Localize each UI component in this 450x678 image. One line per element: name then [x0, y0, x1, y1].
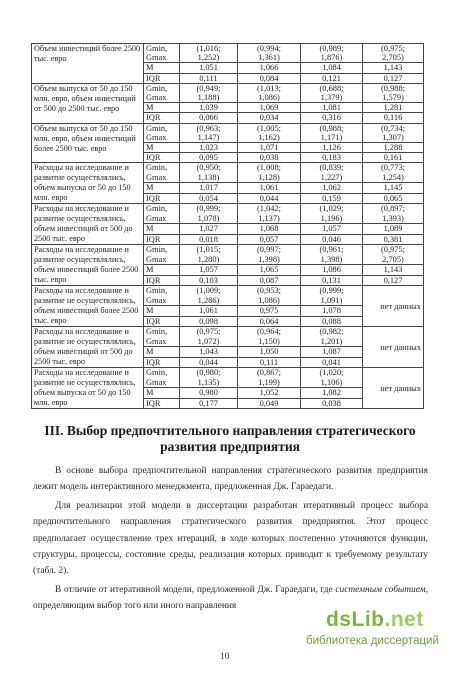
iqr-cell: 0,057 — [238, 234, 301, 245]
stat-label-gmax: Gmax — [146, 213, 167, 223]
row-description: Расходы на исследование и развитие не осуществлялись, объем инвестиций более 2500 тыс. евро — [32, 286, 144, 327]
stat-label-gmax: Gmax — [146, 254, 167, 264]
minmax-cell — [301, 163, 363, 183]
median-cell: 1,126 — [301, 143, 363, 153]
watermark-subtitle: библиотека диссертаций — [306, 635, 439, 647]
stat-label-gmin-gmax — [144, 83, 180, 102]
minmax-cell — [238, 286, 301, 306]
minmax-min: (0,867; — [257, 368, 281, 378]
stat-label-gmin: Gmin, — [146, 368, 168, 378]
minmax-cell — [363, 204, 424, 224]
minmax-cell — [180, 286, 238, 306]
minmax-min: (0,897; — [381, 204, 405, 214]
minmax-cell — [180, 327, 238, 347]
minmax-min: (0,964; — [257, 327, 281, 337]
minmax-cell — [301, 286, 363, 306]
median-cell: 1,071 — [238, 143, 301, 153]
minmax-cell — [238, 83, 301, 102]
median-cell: 1,086 — [301, 265, 363, 276]
row-description: Расходы на исследование и развитие не осуществлялись, объем инвестиций от 500 до 2500 тыс. евро — [32, 327, 144, 368]
minmax-max: 1,579) — [382, 93, 404, 103]
minmax-cell — [363, 163, 424, 183]
iqr-cell: 0,127 — [363, 275, 424, 286]
minmax-cell — [301, 245, 363, 265]
minmax-min: (1,013; — [257, 83, 281, 93]
iqr-cell: 0,316 — [301, 113, 363, 123]
no-data-cell: нет данных — [363, 286, 424, 327]
iqr-cell: 0,088 — [301, 316, 363, 327]
table-row — [32, 123, 424, 142]
row-description: Расходы на исследование и развитие осуществлялись, объем выпуска от 50 до 150 млн. евро — [32, 163, 144, 204]
stat-label-m: M — [144, 388, 180, 399]
stat-label-gmin-gmax — [144, 44, 180, 63]
minmax-min: (1,042; — [257, 204, 281, 214]
iqr-cell: 0,044 — [238, 193, 301, 204]
median-cell: 1,081 — [301, 103, 363, 113]
minmax-cell — [363, 44, 424, 63]
median-cell: 1,057 — [301, 224, 363, 235]
iqr-cell: 0,041 — [301, 357, 363, 368]
minmax-min: (0,961; — [319, 245, 344, 255]
minmax-cell — [238, 123, 301, 142]
minmax-cell — [238, 368, 301, 388]
stat-label-gmin-gmax — [144, 368, 180, 388]
minmax-cell — [180, 44, 238, 63]
row-description: Объем выпуска от 50 до 150 млн. евро, объем инвестиций от 500 до 2500 тыс. евро — [32, 83, 144, 123]
watermark-logo-name: dsLib — [326, 608, 385, 631]
minmax-cell — [180, 204, 238, 224]
iqr-cell: 0,177 — [180, 398, 238, 409]
minmax-max: 1,162) — [258, 132, 280, 142]
minmax-max: 1,106) — [320, 377, 343, 387]
iqr-cell: 0,095 — [180, 153, 238, 163]
minmax-min: (0,975; — [381, 44, 405, 53]
paragraph-2 — [33, 498, 428, 579]
minmax-min: (1,009; — [196, 286, 221, 296]
stat-label-gmin-gmax — [144, 163, 180, 183]
minmax-min: (0,989; — [319, 44, 344, 53]
minmax-max: 1,393) — [382, 213, 404, 223]
median-cell: 1,143 — [363, 63, 424, 73]
minmax-min: (1,020; — [319, 368, 344, 378]
minmax-cell — [238, 163, 301, 183]
row-description: Объем выпуска от 50 до 150 млн. евро, объем инвестиций более 2500 тыс. евро — [32, 123, 144, 163]
minmax-cell — [180, 245, 238, 265]
minmax-cell — [301, 83, 363, 102]
stat-label-gmax: Gmax — [146, 336, 167, 346]
iqr-cell: 0,034 — [238, 113, 301, 123]
iqr-cell: 0,044 — [180, 357, 238, 368]
stat-label-iqr: IQR — [144, 275, 180, 286]
median-cell: 1,078 — [301, 306, 363, 317]
minmax-cell — [301, 327, 363, 347]
paragraph-1-text: В основе выбора предпочтительной направления стратегического развития предприятия лежит модель интерактивного менеджмента, предложенная Дж. Гараедаги. — [33, 466, 428, 493]
statistics-table — [31, 43, 424, 409]
paragraph-3-text-start: В отличие от итеративной модели, предложенной Дж. Гараедаги, где — [55, 585, 336, 595]
median-cell: 1,069 — [238, 103, 301, 113]
iqr-cell: 0,116 — [363, 113, 424, 123]
minmax-min: (0,999; — [196, 204, 221, 214]
minmax-max: 1,188) — [197, 93, 220, 103]
minmax-min: (0,963; — [196, 123, 221, 133]
iqr-cell: 0,131 — [301, 275, 363, 286]
median-cell: 1,039 — [180, 103, 238, 113]
no-data-cell: нет данных — [363, 368, 424, 409]
minmax-cell — [180, 163, 238, 183]
row-description: Расходы на исследование и развитие не осуществлялись, объем выпуска от 50 до 150 млн. евро — [32, 368, 144, 409]
iqr-cell: 0,065 — [363, 193, 424, 204]
paragraph-1 — [33, 463, 428, 496]
table-row — [32, 368, 424, 388]
minmax-min: (0,975; — [196, 327, 221, 337]
minmax-cell — [301, 44, 363, 63]
stat-label-gmax: Gmax — [146, 93, 167, 103]
iqr-cell: 0,066 — [180, 113, 238, 123]
iqr-cell: 0,111 — [180, 73, 238, 83]
minmax-max: 1,091) — [320, 295, 343, 305]
stat-label-m: M — [144, 347, 180, 358]
watermark-logo-tld: .net — [384, 608, 424, 631]
stat-label-gmax: Gmax — [146, 377, 167, 387]
stat-label-gmin: Gmin, — [146, 44, 168, 53]
minmax-cell — [363, 123, 424, 142]
watermark — [300, 608, 448, 668]
minmax-cell — [180, 83, 238, 102]
minmax-min: (0,988; — [319, 123, 344, 133]
stat-label-iqr: IQR — [144, 234, 180, 245]
stat-label-m: M — [144, 224, 180, 235]
minmax-max: 1,072) — [197, 336, 220, 346]
table-row — [32, 245, 424, 265]
iqr-cell: 0,159 — [301, 193, 363, 204]
stat-label-iqr: IQR — [144, 398, 180, 409]
iqr-cell: 0,046 — [301, 234, 363, 245]
minmax-max: 1,280) — [197, 254, 220, 264]
minmax-max: 1,086) — [258, 93, 280, 103]
median-cell: 1,281 — [363, 103, 424, 113]
minmax-min: (0,773; — [381, 163, 405, 173]
median-cell: 1,087 — [301, 347, 363, 358]
minmax-max: 1,307) — [382, 132, 404, 142]
minmax-cell — [238, 44, 301, 63]
stat-label-gmin-gmax — [144, 204, 180, 224]
median-cell: 1,051 — [180, 63, 238, 73]
table-row — [32, 204, 424, 224]
minmax-min: (0,839; — [319, 163, 344, 173]
iqr-cell: 0,127 — [363, 73, 424, 83]
table-row — [32, 163, 424, 183]
minmax-max: 1,398) — [320, 254, 343, 264]
iqr-cell: 0,018 — [180, 234, 238, 245]
stat-label-gmin-gmax — [144, 123, 180, 142]
stat-label-m: M — [144, 103, 180, 113]
minmax-min: (1,029; — [319, 204, 344, 214]
paragraph-2-text: Для реализации этой модели в диссертации разработан итеративный процесс выбора предпочтительного направления стратегического развития предприятия. Этот процесс предполагает осуществление трех итераций, в ходе которых постепенно уточняются функции, структуры, процессы, состояние среды, реализация которых приводит к требуемому результату (табл. 2). — [33, 501, 428, 577]
minmax-min: (0,975; — [381, 245, 405, 255]
minmax-max: 1,128) — [258, 172, 280, 182]
iqr-cell: 0,111 — [238, 357, 301, 368]
iqr-cell: 0,087 — [238, 275, 301, 286]
row-description: Объем инвестиций более 2500 тыс. евро — [32, 44, 144, 84]
stat-label-gmin: Gmin, — [146, 245, 168, 255]
median-cell: 1,023 — [180, 143, 238, 153]
minmax-max: 1,078) — [197, 213, 220, 223]
minmax-min: (1,015; — [196, 245, 221, 255]
minmax-max: 1,286) — [197, 295, 220, 305]
stat-label-iqr: IQR — [144, 113, 180, 123]
median-cell: 1,043 — [180, 347, 238, 358]
median-cell: 1,017 — [180, 183, 238, 194]
no-data-cell: нет данных — [363, 327, 424, 368]
table-row — [32, 44, 424, 63]
stat-label-gmin: Gmin, — [146, 163, 168, 173]
stat-label-m: M — [144, 143, 180, 153]
paragraph-3-italic: системным событием — [335, 585, 426, 595]
table-row — [32, 327, 424, 347]
median-cell: 1,062 — [301, 183, 363, 194]
median-cell: 0,980 — [180, 388, 238, 399]
iqr-cell: 0,381 — [363, 234, 424, 245]
stat-label-iqr: IQR — [144, 357, 180, 368]
stat-label-iqr: IQR — [144, 73, 180, 83]
median-cell: 1,068 — [238, 224, 301, 235]
table-row — [32, 83, 424, 102]
iqr-cell: 0,103 — [180, 275, 238, 286]
stat-label-gmin: Gmin, — [146, 327, 168, 337]
minmax-cell — [301, 204, 363, 224]
minmax-min: (1,008; — [257, 163, 281, 173]
iqr-cell: 0,038 — [301, 398, 363, 409]
median-cell: 1,027 — [180, 224, 238, 235]
minmax-max: 1,398) — [258, 254, 280, 264]
minmax-max: 1,254) — [382, 172, 404, 182]
stat-label-m: M — [144, 183, 180, 194]
minmax-max: 1,086) — [258, 295, 280, 305]
minmax-max: 1,135) — [197, 377, 220, 387]
minmax-min: (0,999; — [319, 286, 344, 296]
stat-label-gmin-gmax — [144, 286, 180, 306]
median-cell: 1,089 — [363, 224, 424, 235]
iqr-cell: 0,084 — [238, 73, 301, 83]
minmax-min: (0,994; — [257, 44, 281, 53]
minmax-max: 2,705) — [382, 53, 404, 63]
minmax-max: 1,171) — [320, 132, 343, 142]
page-number: 10 — [220, 652, 230, 662]
stat-label-gmax: Gmax — [146, 295, 167, 305]
minmax-min: (1,005; — [257, 123, 281, 133]
stat-label-gmin: Gmin, — [146, 123, 168, 133]
stat-label-iqr: IQR — [144, 316, 180, 327]
minmax-max: 1,196) — [320, 213, 343, 223]
minmax-min: (0,688; — [319, 83, 344, 93]
iqr-cell: 0,049 — [238, 398, 301, 409]
stat-label-gmin-gmax — [144, 327, 180, 347]
median-cell: 1,145 — [363, 183, 424, 194]
minmax-cell — [238, 327, 301, 347]
iqr-cell: 0,121 — [301, 73, 363, 83]
iqr-cell: 0,038 — [238, 153, 301, 163]
minmax-max: 2,705) — [382, 254, 404, 264]
iqr-cell: 0,161 — [363, 153, 424, 163]
minmax-min: (0,953; — [257, 286, 281, 296]
median-cell: 1,061 — [180, 306, 238, 317]
watermark-logo — [326, 608, 424, 632]
minmax-max: 1,379) — [320, 93, 343, 103]
minmax-cell — [363, 245, 424, 265]
median-cell: 1,288 — [363, 143, 424, 153]
stat-label-m: M — [144, 306, 180, 317]
paragraph-3-text-end: , определяющим выбор того или иного направления — [33, 585, 428, 612]
minmax-max: 1,201) — [320, 336, 343, 346]
median-cell: 1,052 — [238, 388, 301, 399]
stat-label-gmax: Gmax — [146, 132, 167, 142]
minmax-min: (0,997; — [257, 245, 281, 255]
iqr-cell: 0,098 — [180, 316, 238, 327]
stat-label-m: M — [144, 63, 180, 73]
minmax-min: (0,980; — [196, 368, 221, 378]
median-cell: 1,057 — [180, 265, 238, 276]
stat-label-gmax: Gmax — [146, 172, 167, 182]
minmax-max: 1,138) — [197, 172, 220, 182]
median-cell: 1,082 — [301, 388, 363, 399]
minmax-min: (0,950; — [196, 163, 221, 173]
minmax-max: 1,147) — [197, 132, 220, 142]
minmax-cell — [180, 368, 238, 388]
median-cell: 1,143 — [363, 265, 424, 276]
median-cell: 0,975 — [238, 306, 301, 317]
stat-label-iqr: IQR — [144, 193, 180, 204]
table-body — [32, 44, 424, 409]
median-cell: 1,065 — [238, 265, 301, 276]
iqr-cell: 0,183 — [301, 153, 363, 163]
row-description: Расходы на исследование и развитие осуществлялись, объем инвестиций более 2500 тыс. евро — [32, 245, 144, 286]
minmax-cell — [363, 83, 424, 102]
minmax-min: (0,734; — [381, 123, 405, 133]
stat-label-iqr: IQR — [144, 153, 180, 163]
minmax-min: (1,016; — [196, 44, 221, 53]
minmax-cell — [301, 123, 363, 142]
minmax-cell — [301, 368, 363, 388]
stat-label-gmin-gmax — [144, 245, 180, 265]
minmax-max: 1,876) — [320, 53, 343, 63]
minmax-cell — [238, 245, 301, 265]
stat-label-gmin: Gmin, — [146, 204, 168, 214]
minmax-max: 1,150) — [258, 336, 280, 346]
stat-label-gmax: Gmax — [146, 53, 167, 63]
median-cell: 1,084 — [301, 63, 363, 73]
median-cell: 1,066 — [238, 63, 301, 73]
minmax-max: 1,252) — [197, 53, 220, 63]
minmax-max: 1,137) — [258, 213, 280, 223]
minmax-min: (0,988; — [381, 83, 405, 93]
stat-label-m: M — [144, 265, 180, 276]
stat-label-gmin: Gmin, — [146, 286, 168, 296]
iqr-cell: 0,054 — [180, 193, 238, 204]
minmax-cell — [238, 204, 301, 224]
minmax-min: (0,949; — [196, 83, 221, 93]
minmax-cell — [180, 123, 238, 142]
section-heading: III. Выбор предпочтительного направления стратегического развития предприятия — [44, 423, 416, 454]
minmax-max: 1,361) — [258, 53, 280, 63]
minmax-max: 1,199) — [258, 377, 280, 387]
stat-label-gmin: Gmin, — [146, 83, 168, 93]
minmax-min: (0,982; — [319, 327, 344, 337]
table-row — [32, 286, 424, 306]
iqr-cell: 0,064 — [238, 316, 301, 327]
minmax-max: 1,227) — [320, 172, 343, 182]
row-description: Расходы на исследование и развитие осуществлялись, объем инвестиций от 500 до 2500 тыс. евро — [32, 204, 144, 245]
median-cell: 1,050 — [238, 347, 301, 358]
median-cell: 1,061 — [238, 183, 301, 194]
